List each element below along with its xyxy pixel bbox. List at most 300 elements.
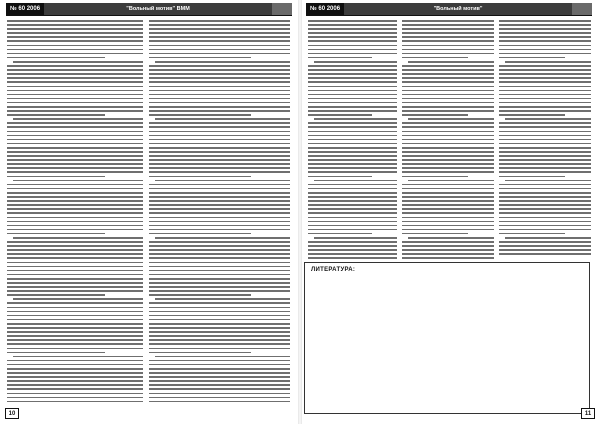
text-line: [308, 184, 397, 186]
text-line: [308, 114, 372, 116]
text-line: [7, 294, 105, 296]
text-line: [7, 94, 143, 96]
text-line: [408, 118, 494, 120]
text-line: [7, 266, 143, 268]
text-line: [7, 184, 143, 186]
text-line: [149, 262, 290, 264]
text-line: [402, 163, 494, 165]
text-line: [314, 118, 397, 120]
text-line: [499, 249, 591, 251]
text-line: [7, 24, 143, 26]
text-line: [7, 233, 105, 235]
text-line: [308, 135, 397, 137]
text-line: [308, 110, 397, 112]
text-line: [402, 241, 494, 243]
text-line: [402, 65, 494, 67]
text-line: [149, 397, 290, 399]
text-line: [499, 36, 591, 38]
text-line: [13, 298, 143, 300]
text-line: [7, 135, 143, 137]
text-line: [308, 155, 397, 157]
text-line: [149, 372, 290, 374]
text-line: [7, 200, 143, 202]
text-line: [308, 204, 397, 206]
text-line: [7, 401, 143, 403]
text-line: [7, 339, 143, 341]
text-line: [499, 212, 591, 214]
text-line: [402, 20, 494, 22]
text-line: [7, 253, 143, 255]
text-line: [7, 372, 143, 374]
text-line: [402, 139, 494, 141]
text-line: [149, 40, 290, 42]
text-line: [7, 262, 143, 264]
text-line: [155, 298, 290, 300]
text-line: [308, 249, 397, 251]
text-line: [402, 36, 494, 38]
text-line: [7, 69, 143, 71]
text-line: [7, 20, 143, 22]
text-line: [149, 294, 251, 296]
text-line: [499, 221, 591, 223]
text-line: [402, 53, 494, 55]
right-header-bar: [572, 3, 592, 15]
text-line: [308, 77, 397, 79]
text-line: [402, 143, 494, 145]
text-line: [314, 61, 397, 63]
right-page-header: [306, 3, 592, 16]
text-line: [7, 143, 143, 145]
text-line: [7, 286, 143, 288]
text-line: [7, 343, 143, 345]
text-line: [149, 57, 251, 59]
text-line: [7, 192, 143, 194]
text-line: [402, 131, 494, 133]
text-line: [308, 208, 397, 210]
text-line: [308, 94, 397, 96]
text-line: [149, 86, 290, 88]
text-line: [7, 229, 143, 231]
text-line: [149, 131, 290, 133]
left-header-bar: [272, 3, 292, 15]
text-line: [7, 327, 143, 329]
text-line: [402, 69, 494, 71]
text-line: [402, 32, 494, 34]
text-line: [149, 241, 290, 243]
text-line: [7, 245, 143, 247]
text-line: [149, 384, 290, 386]
text-line: [402, 233, 468, 235]
text-line: [314, 180, 397, 182]
right-page: [302, 0, 600, 424]
text-line: [149, 69, 290, 71]
text-line: [402, 45, 494, 47]
text-line: [149, 106, 290, 108]
text-line: [308, 102, 397, 104]
text-line: [149, 364, 290, 366]
text-line: [7, 221, 143, 223]
text-line: [308, 151, 397, 153]
text-line: [499, 192, 591, 194]
text-line: [149, 94, 290, 96]
text-line: [402, 110, 494, 112]
text-line: [402, 151, 494, 153]
text-line: [149, 212, 290, 214]
text-line: [505, 237, 591, 239]
text-line: [308, 122, 397, 124]
text-line: [402, 167, 494, 169]
text-line: [7, 217, 143, 219]
text-line: [7, 376, 143, 378]
text-line: [308, 65, 397, 67]
text-line: [308, 126, 397, 128]
text-line: [308, 98, 397, 100]
text-line: [7, 171, 143, 173]
text-line: [308, 53, 397, 55]
text-line: [499, 102, 591, 104]
text-line: [149, 139, 290, 141]
text-line: [402, 24, 494, 26]
text-line: [149, 163, 290, 165]
text-line: [308, 57, 372, 59]
text-line: [7, 368, 143, 370]
text-line: [7, 311, 143, 313]
text-line: [402, 212, 494, 214]
text-line: [7, 208, 143, 210]
text-line: [499, 98, 591, 100]
text-line: [308, 257, 397, 259]
text-line: [308, 233, 372, 235]
text-line: [13, 61, 143, 63]
text-line: [149, 286, 290, 288]
text-line: [149, 307, 290, 309]
text-line: [7, 319, 143, 321]
text-line: [149, 352, 251, 354]
text-line: [149, 221, 290, 223]
left-text-column-1: [7, 20, 143, 406]
text-line: [402, 90, 494, 92]
text-line: [149, 278, 290, 280]
text-line: [7, 53, 143, 55]
text-line: [499, 32, 591, 34]
text-line: [499, 94, 591, 96]
text-line: [7, 241, 143, 243]
text-line: [149, 147, 290, 149]
text-line: [499, 143, 591, 145]
text-line: [13, 180, 143, 182]
text-line: [505, 118, 591, 120]
text-line: [149, 135, 290, 137]
left-page: [0, 0, 298, 424]
text-line: [308, 20, 397, 22]
text-line: [7, 114, 105, 116]
text-line: [149, 331, 290, 333]
text-line: [7, 388, 143, 390]
text-line: [308, 147, 397, 149]
text-line: [308, 73, 397, 75]
text-line: [149, 339, 290, 341]
text-line: [149, 225, 290, 227]
text-line: [7, 45, 143, 47]
text-line: [149, 311, 290, 313]
text-line: [308, 167, 397, 169]
text-line: [499, 204, 591, 206]
text-line: [7, 32, 143, 34]
text-line: [7, 274, 143, 276]
text-line: [149, 368, 290, 370]
text-line: [402, 40, 494, 42]
text-line: [149, 376, 290, 378]
text-line: [308, 225, 397, 227]
text-line: [7, 331, 143, 333]
text-line: [499, 151, 591, 153]
text-line: [308, 49, 397, 51]
text-line: [499, 163, 591, 165]
text-line: [402, 77, 494, 79]
text-line: [7, 176, 105, 178]
text-line: [402, 73, 494, 75]
text-line: [149, 208, 290, 210]
text-line: [402, 102, 494, 104]
text-line: [149, 253, 290, 255]
text-line: [149, 270, 290, 272]
text-line: [499, 196, 591, 198]
text-line: [499, 225, 591, 227]
text-line: [499, 28, 591, 30]
text-line: [149, 200, 290, 202]
text-line: [308, 69, 397, 71]
text-line: [308, 253, 397, 255]
text-line: [308, 212, 397, 214]
text-line: [7, 282, 143, 284]
text-line: [149, 20, 290, 22]
text-line: [499, 171, 591, 173]
text-line: [149, 73, 290, 75]
text-line: [7, 380, 143, 382]
text-line: [402, 184, 494, 186]
text-line: [308, 28, 397, 30]
text-line: [402, 159, 494, 161]
text-line: [13, 118, 143, 120]
left-header-title: "Вольный мотив" ВММ: [126, 6, 190, 12]
text-line: [308, 196, 397, 198]
text-line: [402, 49, 494, 51]
text-line: [7, 270, 143, 272]
text-line: [402, 229, 494, 231]
text-line: [149, 204, 290, 206]
text-line: [402, 176, 468, 178]
text-line: [499, 233, 565, 235]
text-line: [7, 348, 143, 350]
text-line: [499, 167, 591, 169]
text-line: [308, 40, 397, 42]
text-line: [149, 77, 290, 79]
text-line: [7, 257, 143, 259]
text-line: [7, 65, 143, 67]
text-line: [499, 217, 591, 219]
text-line: [499, 147, 591, 149]
text-line: [499, 139, 591, 141]
text-line: [7, 225, 143, 227]
text-line: [149, 217, 290, 219]
text-line: [7, 384, 143, 386]
text-line: [7, 151, 143, 153]
text-line: [499, 110, 591, 112]
text-line: [308, 90, 397, 92]
text-line: [402, 253, 494, 255]
text-line: [149, 274, 290, 276]
text-line: [308, 139, 397, 141]
text-line: [402, 245, 494, 247]
right-header-title: "Вольный мотив": [433, 6, 483, 12]
text-line: [149, 282, 290, 284]
literature-box: [304, 262, 590, 414]
text-line: [149, 196, 290, 198]
text-line: [7, 57, 105, 59]
text-line: [149, 315, 290, 317]
text-line: [499, 114, 565, 116]
text-line: [499, 20, 591, 22]
text-line: [7, 364, 143, 366]
text-line: [499, 188, 591, 190]
text-line: [7, 397, 143, 399]
text-line: [402, 135, 494, 137]
text-line: [7, 126, 143, 128]
text-line: [7, 163, 143, 165]
text-line: [149, 233, 251, 235]
text-line: [149, 24, 290, 26]
text-line: [7, 139, 143, 141]
text-line: [308, 24, 397, 26]
text-line: [499, 135, 591, 137]
text-line: [402, 122, 494, 124]
text-line: [402, 126, 494, 128]
text-line: [149, 184, 290, 186]
text-line: [308, 188, 397, 190]
text-line: [7, 315, 143, 317]
text-line: [149, 126, 290, 128]
text-line: [149, 155, 290, 157]
text-line: [149, 49, 290, 51]
text-line: [402, 114, 468, 116]
text-line: [149, 319, 290, 321]
text-line: [7, 188, 143, 190]
text-line: [402, 57, 468, 59]
text-line: [149, 36, 290, 38]
text-line: [149, 188, 290, 190]
text-line: [149, 327, 290, 329]
text-line: [499, 45, 591, 47]
text-line: [149, 176, 251, 178]
text-line: [7, 28, 143, 30]
text-line: [149, 65, 290, 67]
text-line: [499, 73, 591, 75]
text-line: [308, 200, 397, 202]
text-line: [308, 159, 397, 161]
text-line: [149, 302, 290, 304]
text-line: [308, 221, 397, 223]
text-line: [499, 77, 591, 79]
text-line: [149, 159, 290, 161]
text-line: [7, 352, 105, 354]
text-line: [499, 245, 591, 247]
text-line: [499, 131, 591, 133]
text-line: [149, 98, 290, 100]
text-line: [402, 208, 494, 210]
text-line: [499, 81, 591, 83]
text-line: [149, 167, 290, 169]
text-line: [149, 348, 290, 350]
text-line: [149, 245, 290, 247]
text-line: [308, 36, 397, 38]
text-line: [149, 343, 290, 345]
text-line: [149, 171, 290, 173]
text-line: [7, 73, 143, 75]
text-line: [499, 65, 591, 67]
text-line: [499, 176, 565, 178]
text-line: [308, 106, 397, 108]
text-line: [308, 192, 397, 194]
text-line: [499, 53, 591, 55]
text-line: [7, 122, 143, 124]
text-line: [7, 81, 143, 83]
left-issue-badge: № 60 2006: [6, 3, 44, 15]
text-line: [499, 208, 591, 210]
text-line: [149, 360, 290, 362]
text-line: [155, 118, 290, 120]
text-line: [499, 229, 591, 231]
text-line: [308, 131, 397, 133]
text-line: [308, 32, 397, 34]
text-line: [7, 36, 143, 38]
text-line: [7, 393, 143, 395]
text-line: [499, 69, 591, 71]
text-line: [499, 253, 591, 255]
text-line: [7, 147, 143, 149]
text-line: [402, 28, 494, 30]
left-page-number: 10: [5, 408, 19, 419]
text-line: [402, 217, 494, 219]
text-line: [505, 180, 591, 182]
text-line: [402, 155, 494, 157]
text-line: [7, 167, 143, 169]
text-line: [408, 180, 494, 182]
text-line: [308, 245, 397, 247]
text-line: [499, 90, 591, 92]
text-line: [7, 302, 143, 304]
text-line: [7, 106, 143, 108]
text-line: [402, 221, 494, 223]
text-line: [499, 184, 591, 186]
text-line: [149, 151, 290, 153]
text-line: [155, 356, 290, 358]
text-line: [7, 86, 143, 88]
text-line: [149, 28, 290, 30]
text-line: [149, 90, 290, 92]
text-line: [314, 237, 397, 239]
text-line: [149, 323, 290, 325]
text-line: [7, 49, 143, 51]
text-line: [402, 257, 494, 259]
text-line: [149, 81, 290, 83]
text-line: [7, 110, 143, 112]
text-line: [499, 86, 591, 88]
text-line: [402, 200, 494, 202]
text-line: [149, 401, 290, 403]
text-line: [402, 192, 494, 194]
text-line: [149, 102, 290, 104]
text-line: [149, 257, 290, 259]
